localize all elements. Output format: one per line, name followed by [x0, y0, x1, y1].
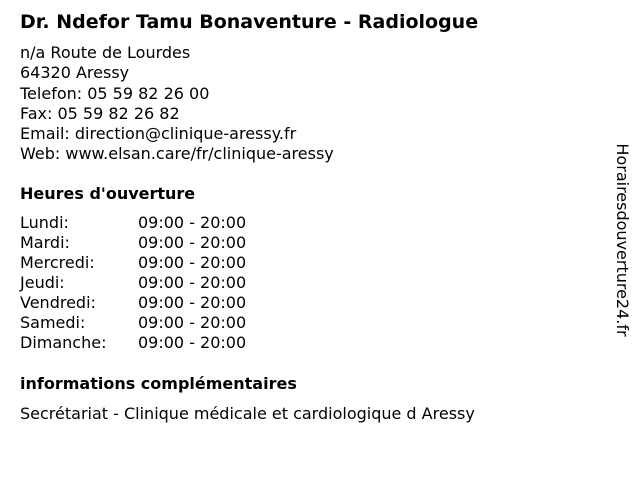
hours-day: Dimanche: — [20, 333, 107, 352]
hours-time: 09:00 - 20:00 — [138, 273, 247, 292]
hours-day: Mercredi: — [20, 253, 95, 272]
opening-hours-table — [20, 213, 246, 353]
page-title: Dr. Ndefor Tamu Bonaventure - Radiologue — [20, 11, 479, 33]
site-watermark: Horairesdouverture24.fr — [613, 143, 632, 337]
hours-time: 09:00 - 20:00 — [138, 333, 247, 352]
email-address: Email: direction@clinique-aressy.fr — [20, 124, 297, 144]
fax-number: Fax: 05 59 82 26 82 — [20, 103, 180, 123]
phone-number: Telefon: 05 59 82 26 00 — [20, 83, 210, 103]
website-link: Web: www.elsan.care/fr/clinique-aressy — [20, 144, 334, 164]
hours-row — [20, 293, 246, 313]
hours-row — [20, 253, 246, 273]
hours-row — [20, 333, 246, 353]
hours-day: Samedi: — [20, 313, 86, 332]
hours-time: 09:00 - 20:00 — [138, 313, 247, 332]
hours-day: Jeudi: — [20, 273, 65, 292]
hours-heading: Heures d'ouverture — [20, 184, 196, 203]
hours-time: 09:00 - 20:00 — [138, 213, 247, 232]
hours-row — [20, 213, 246, 233]
hours-row — [20, 233, 246, 253]
hours-row — [20, 273, 246, 293]
hours-row — [20, 313, 246, 333]
info-text: Secrétariat - Clinique médicale et cardiologique d Aressy — [20, 404, 475, 423]
hours-day: Lundi: — [20, 213, 69, 232]
hours-time: 09:00 - 20:00 — [138, 293, 247, 312]
contact-block — [20, 43, 334, 165]
hours-day: Vendredi: — [20, 293, 96, 312]
info-heading: informations complémentaires — [20, 374, 297, 393]
hours-day: Mardi: — [20, 233, 70, 252]
address-city: 64320 Aressy — [20, 63, 130, 83]
hours-time: 09:00 - 20:00 — [138, 233, 247, 252]
hours-time: 09:00 - 20:00 — [138, 253, 247, 272]
address-street: n/a Route de Lourdes — [20, 43, 191, 62]
